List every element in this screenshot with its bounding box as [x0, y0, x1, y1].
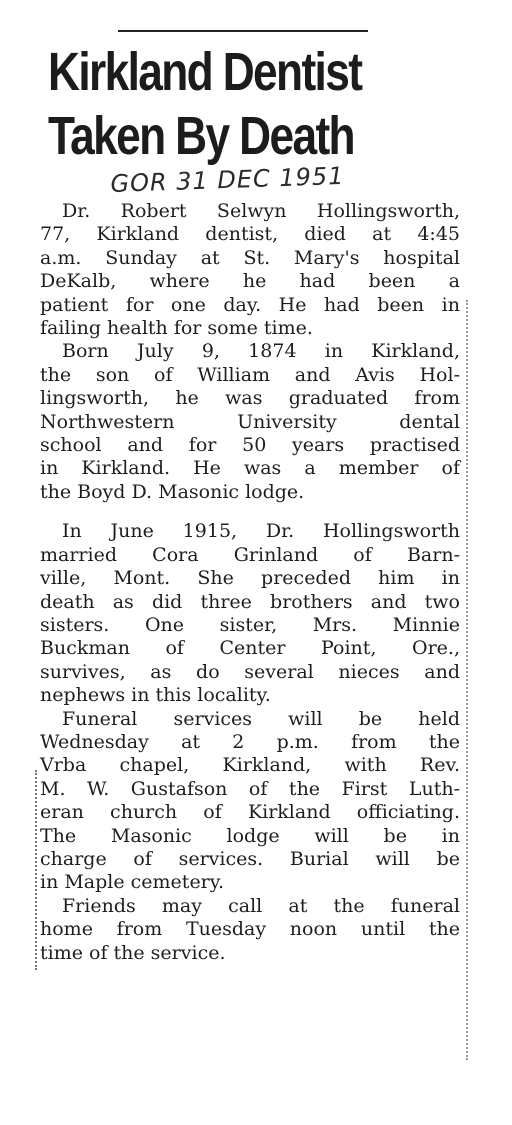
text-line: 77, Kirkland dentist, died at 4:45 — [40, 223, 460, 246]
text-line: Funeral services will be held — [62, 707, 460, 730]
text-line: ville, Mont. She preceded him in — [40, 567, 460, 590]
text-line: eran church of Kirkland officiating. — [40, 801, 460, 824]
text-line: the son of William and Avis Hol- — [40, 363, 460, 386]
text-line: M. W. Gustafson of the First Luth- — [40, 777, 460, 800]
text-line: failing health for some time. — [40, 317, 313, 340]
text-line: patient for one day. He had been in — [40, 293, 460, 316]
text-line: Dr. Robert Selwyn Hollingsworth, — [62, 200, 460, 222]
text-line: death as did three brothers and two — [40, 590, 460, 613]
text-line: survives, as do several nieces and — [40, 660, 460, 683]
paragraph-3 — [40, 520, 460, 707]
paragraph-4 — [40, 708, 460, 895]
text-line: a.m. Sunday at St. Mary's hospital — [40, 246, 460, 269]
text-line: Vrba chapel, Kirkland, with Rev. — [40, 754, 460, 777]
text-line: sisters. One sister, Mrs. Minnie — [40, 613, 460, 636]
clipping-edge-left — [35, 770, 39, 970]
text-line: In June 1915, Dr. Hollingsworth — [62, 520, 460, 543]
text-line: The Masonic lodge will be in — [40, 824, 460, 847]
text-line: Buckman of Center Point, Ore., — [40, 637, 460, 660]
headline-line-1: Kirkland Dentist — [48, 42, 362, 102]
text-line: Northwestern University dental — [40, 410, 460, 433]
article-body — [40, 200, 460, 965]
text-line: home from Tuesday noon until the — [40, 918, 460, 941]
text-line: in Kirkland. He was a member of — [40, 457, 460, 480]
clipping-edge-right — [466, 300, 470, 1060]
paragraph-2 — [40, 340, 460, 504]
text-line: Born July 9, 1874 in Kirkland, — [62, 340, 460, 363]
text-line: married Cora Grinland of Barn- — [40, 543, 460, 566]
headline-line-2: Taken By Death — [48, 106, 354, 166]
text-line: school and for 50 years practised — [40, 434, 460, 457]
top-rule — [118, 30, 368, 32]
text-line: charge of services. Burial will be — [40, 847, 460, 870]
text-line: Friends may call at the funeral — [62, 894, 460, 917]
paragraph-5 — [40, 895, 460, 965]
text-line: DeKalb, where he had been a — [40, 270, 460, 293]
headline — [48, 40, 392, 168]
text-line: in Maple cemetery. — [40, 871, 225, 894]
text-line: lingsworth, he was graduated from — [40, 387, 460, 410]
text-line: Wednesday at 2 p.m. from the — [40, 730, 460, 753]
handwritten-date-note: GOR 31 DEC 1951 — [110, 161, 345, 198]
text-line: nephews in this locality. — [40, 684, 271, 707]
paragraph-1 — [40, 200, 460, 340]
text-line: time of the service. — [40, 941, 226, 964]
text-line: the Boyd D. Masonic lodge. — [40, 480, 305, 503]
